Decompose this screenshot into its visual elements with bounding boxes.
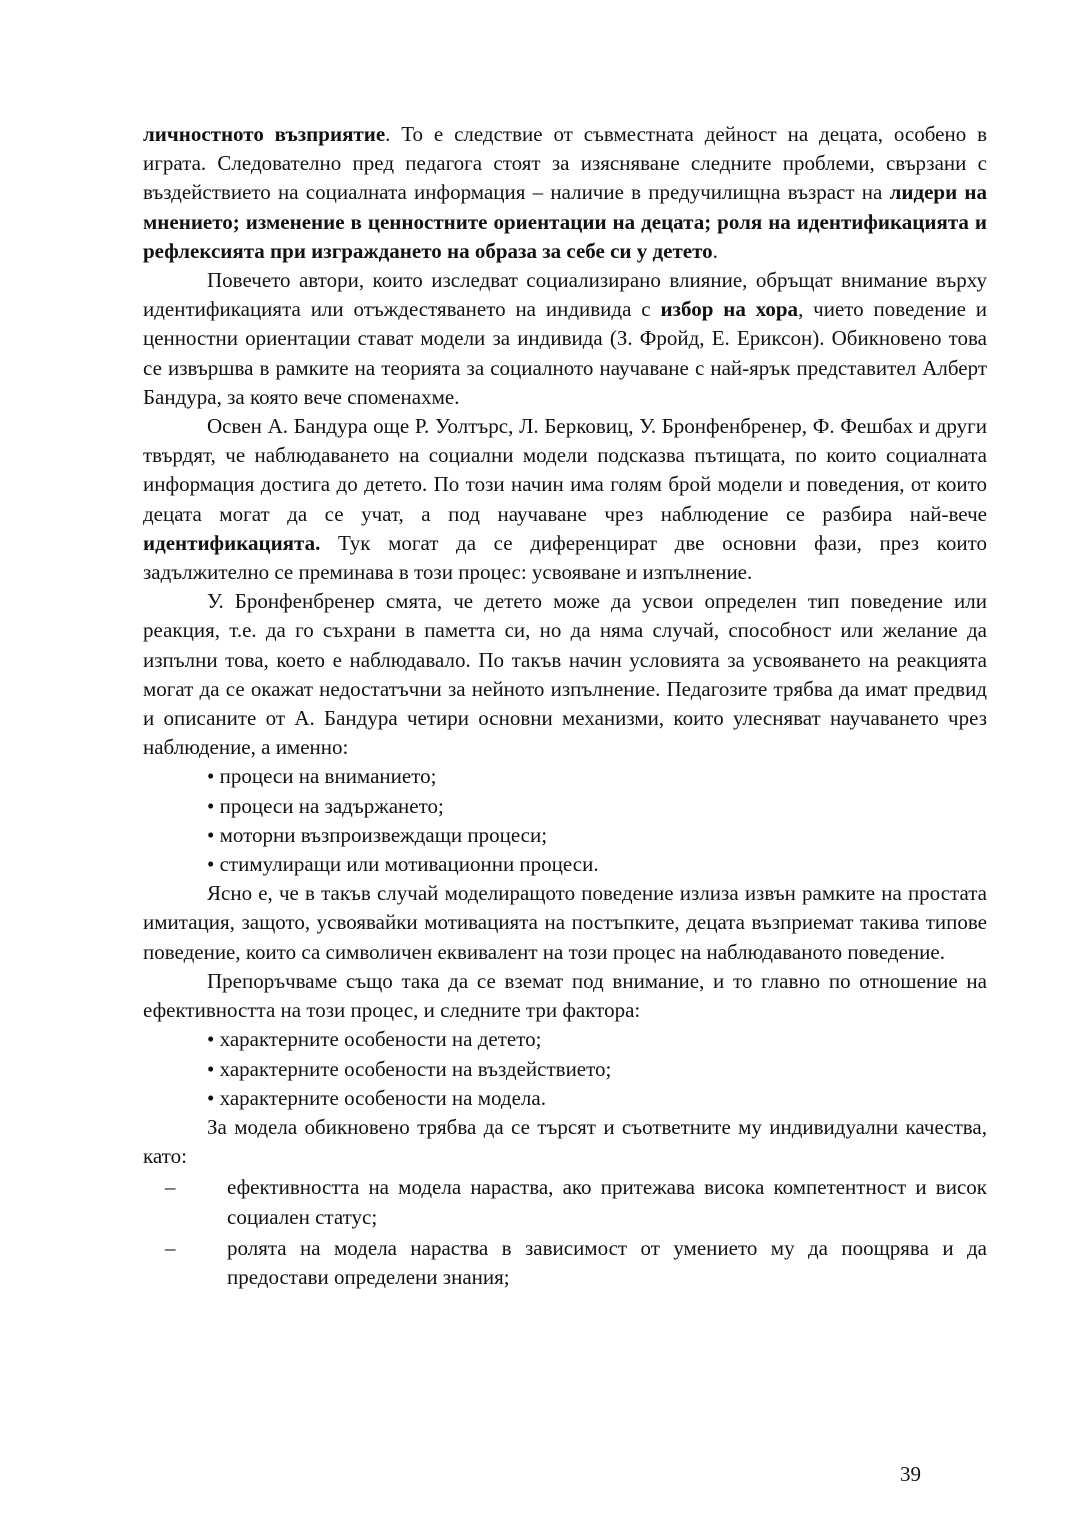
dash-marker: – [165,1235,176,1260]
list-item: • характерните особености на детето; [207,1027,542,1052]
list-item [143,1234,987,1292]
page-body [143,120,987,1292]
bullet-list-factors [143,1025,987,1113]
paragraph-1 [143,120,987,266]
paragraph-2 [143,266,987,412]
dash-marker: – [165,1175,176,1200]
paragraph-text: Тук могат да се диференцират две основни фази, през които задължително се преминава в този процес: усвояване и изпълнение. [143,530,987,585]
list-item-text: ролята на модела нараства в зависимост от умението му да поощрява и да предостави определени знания; [227,1235,987,1289]
list-item [143,1173,987,1231]
list-item: • процеси на вниманието; [207,764,437,789]
list-item: • характерните особености на въздействието; [207,1056,612,1081]
paragraph-text: , чието поведение и ценностни ориентации стават модели за индивида (З. Фройд, Е. Ериксон). Обикновено това се извършва в рамките на теорията за социалното научаване с най-ярък представител Алберт Бандура, за която вече споменахме. [143,297,987,409]
list-item: • стимулиращи или мотивационни процеси. [207,852,599,877]
paragraph-6: Препоръчваме също така да се вземат под внимание, и то главно по отношение на ефективността на този процес, и следните три фактора: [143,968,987,1023]
bold-term: лидери на мнението; изменение в ценностните ориентации на децата; роля на идентификацията и рефлексията при изграждането на образа за себе си у детето [143,180,987,263]
list-item-text: ефективността на модела нараства, ако притежава висока компетентност и висок социален статус; [227,1175,987,1229]
list-item: • моторни възпроизвеждащи процеси; [207,822,548,847]
paragraph-5: Ясно е, че в такъв случай моделиращото поведение излиза извън рамките на простата имитация, защото, усвоявайки мотивацията на постъпките, децата възприемат такива типове поведение, които са символичен еквивалент на този процес на наблюдаваното поведение. [143,881,987,964]
bullet-list-mechanisms [143,762,987,879]
paragraph-3 [143,412,987,587]
paragraph-4: У. Бронфенбренер смята, че детето може да усвои определен тип поведение или реакция, т.е. да го съхрани в паметта си, но да няма случай, способност или желание да изпълни това, което е наблюдавало. По такъв начин условията за усвояването на реакцията могат да се окажат недостатъчни за нейното изпълнение. Педагозите трябва да имат предвид и описаните от А. Бандура четири основни механизми, които улесняват научаването чрез наблюдение, а именно: [143,589,987,760]
bold-term: личностното възприятие [143,122,386,146]
list-item: • характерните особености на модела. [207,1085,546,1110]
paragraph-text: Освен А. Бандура още Р. Уолтърс, Л. Берковиц, У. Бронфенбренер, Ф. Фешбах и други твърдят, че наблюдаването на социални модели подсказва пътищата, по които социалната информация достига до детето. По този начин има голям брой модели и поведения, от които децата могат да се учат, а под научаване чрез наблюдение се разбира най-вече [143,414,987,526]
paragraph-7: За модела обикновено трябва да се търсят и съответните му индивидуални качества, като: [143,1114,987,1169]
dash-list-qualities [143,1173,987,1292]
paragraph-text: Повечето автори, които изследват социализирано влияние, обръщат внимание върху идентификацията или отъждестяването на индивида с [143,268,987,322]
bold-term: идентификацията. [143,530,321,555]
paragraph-text: . [712,238,718,263]
paragraph-text: . То е следствие от съвместната дейност на децата, особено в играта. Следователно пред педагога стоят за изясняване следните проблеми, свързани с въздействието на социалната информация – наличие в предучилищна възраст на [143,122,987,205]
list-item: • процеси на задържането; [207,793,444,818]
page-number: 39 [900,1462,921,1486]
bold-term: избор на хора [660,297,799,322]
